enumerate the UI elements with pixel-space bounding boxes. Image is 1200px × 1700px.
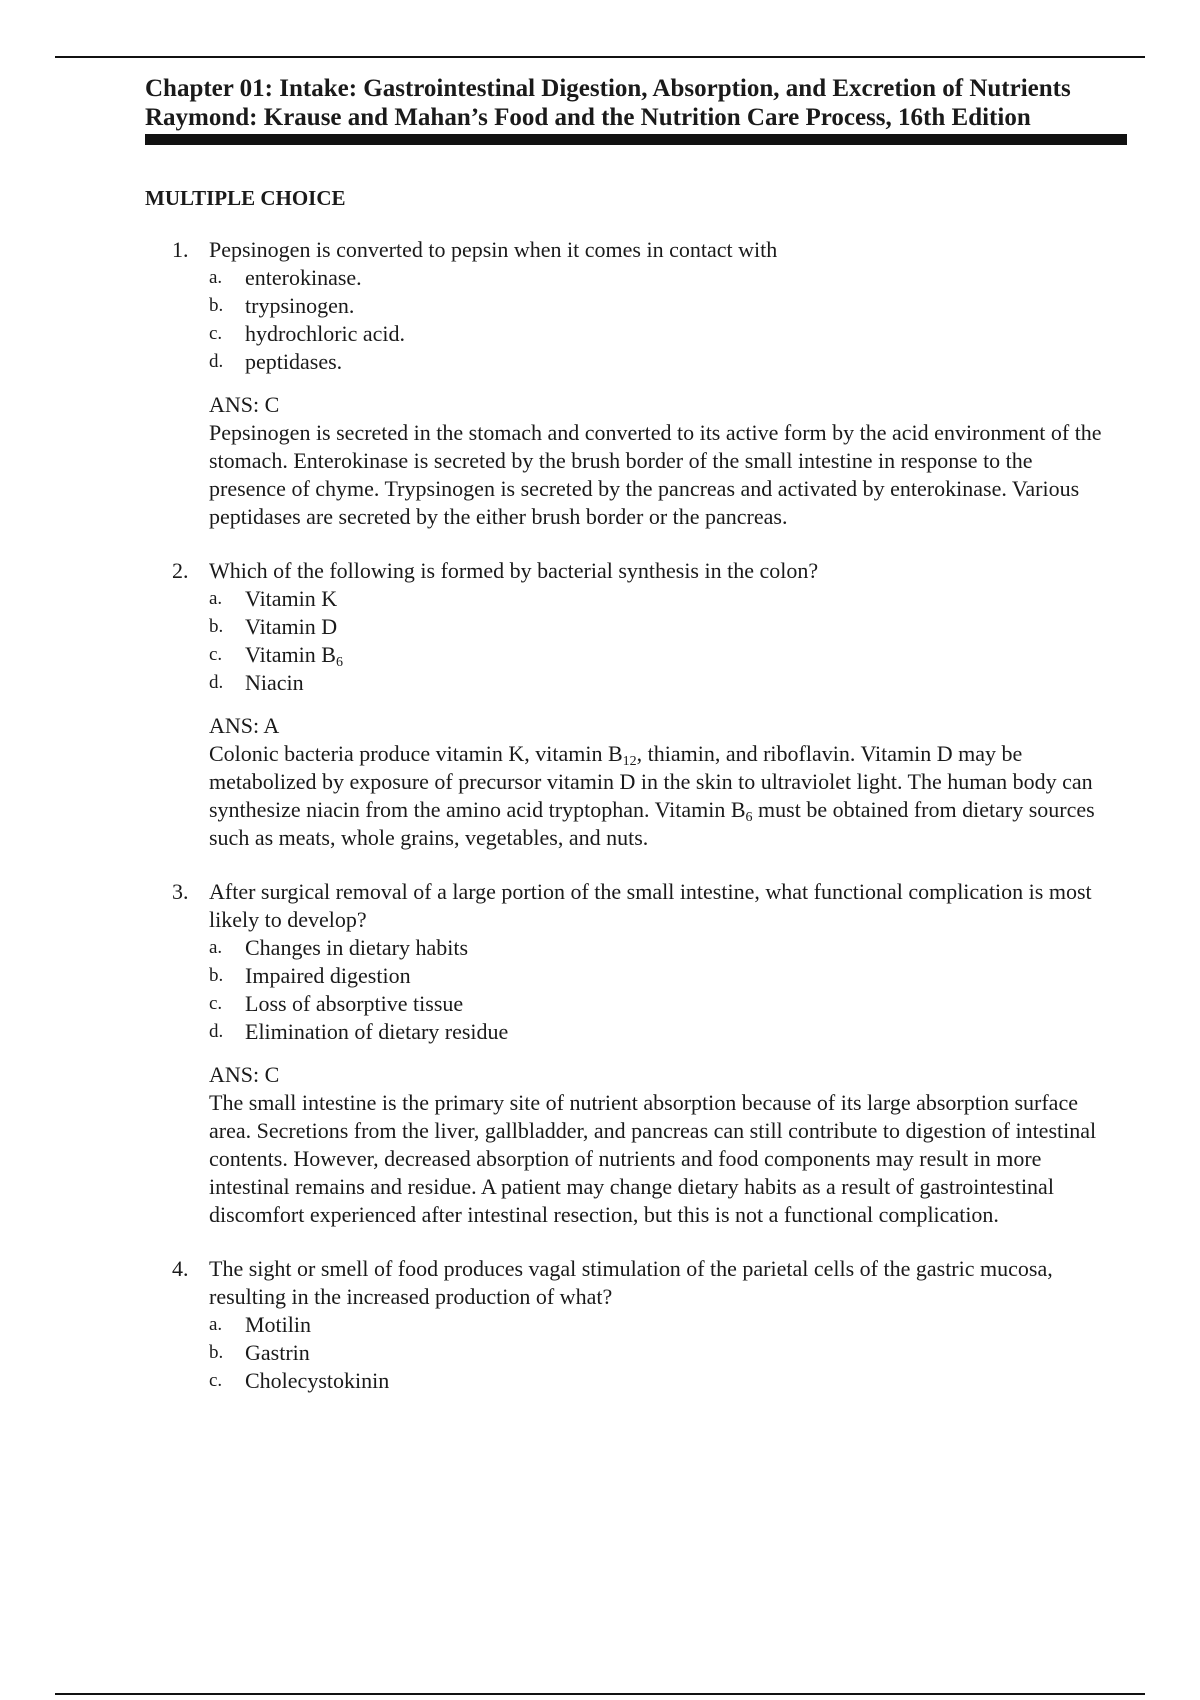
- question-4: [145, 1255, 1105, 1395]
- option-list: [209, 264, 1105, 376]
- option-letter: c.: [209, 644, 223, 665]
- option-letter: a.: [209, 267, 223, 288]
- question-stem: The sight or smell of food produces vagal stimulation of the parietal cells of the gastric mucosa, resulting in the increased production of what?: [209, 1256, 1053, 1309]
- option-text: Gastrin: [245, 1340, 310, 1365]
- option-letter: c.: [209, 323, 223, 344]
- option-a: [209, 585, 1105, 613]
- option-text: peptidases.: [245, 349, 343, 374]
- option-list: [209, 934, 1105, 1046]
- question-1: [145, 236, 1105, 531]
- option-letter: d.: [209, 351, 224, 372]
- option-text: trypsinogen.: [245, 293, 355, 318]
- option-text: enterokinase.: [245, 265, 362, 290]
- option-letter: a.: [209, 1314, 223, 1335]
- option-c: [209, 641, 1105, 669]
- question-number: 1.: [172, 237, 189, 262]
- question-2: [145, 557, 1105, 852]
- option-text: hydrochloric acid.: [245, 321, 406, 346]
- question-stem: Pepsinogen is converted to pepsin when it comes in contact with: [209, 237, 778, 262]
- rationale-text: , thiamin, and riboflavin. Vitamin D may be metabolized by exposure of precursor vitamin D in the skin to ultraviolet light. The human body can synthesize niacin from the amino acid tryptophan. Vitamin B: [209, 741, 1093, 822]
- option-b: [209, 613, 1105, 641]
- option-letter: c.: [209, 1370, 223, 1391]
- question-stem: After surgical removal of a large portion of the small intestine, what functional complication is most likely to develop?: [209, 879, 1092, 932]
- document-header: [145, 74, 1145, 132]
- option-d: [209, 348, 1105, 376]
- option-a: [209, 264, 1105, 292]
- option-text: Impaired digestion: [245, 963, 411, 988]
- answer-rationale: Pepsinogen is secreted in the stomach and converted to its active form by the acid environment of the stomach. Enterokinase is secreted by the brush border of the small intestine in response to the presence of chyme. Trypsinogen is secreted by the pancreas and activated by enterokinase. Various peptidases are secreted by the either brush border or the pancreas.: [209, 420, 1102, 529]
- option-text: Vitamin D: [245, 614, 338, 639]
- option-list: [209, 1311, 1105, 1395]
- option-a: [209, 934, 1105, 962]
- question-number: 2.: [172, 558, 189, 583]
- chapter-title: Chapter 01: Intake: Gastrointestinal Digestion, Absorption, and Excretion of Nutrients: [145, 75, 1071, 102]
- question-3: [145, 878, 1105, 1229]
- answer-rationale: The small intestine is the primary site of nutrient absorption because of its large absorption surface area. Secretions from the liver, gallbladder, and pancreas can still contribute to digestion of intestinal contents. However, decreased absorption of nutrients and food components may result in more intestinal remains and residue. A patient may change dietary habits as a result of gastrointestinal discomfort experienced after intestinal resection, but this is not a functional complication.: [209, 1090, 1097, 1227]
- option-letter: d.: [209, 1021, 224, 1042]
- subscript: 6: [335, 655, 343, 670]
- question-number: 4.: [172, 1256, 189, 1281]
- option-c: [209, 990, 1105, 1018]
- option-letter: b.: [209, 616, 224, 637]
- option-b: [209, 962, 1105, 990]
- section-title: MULTIPLE CHOICE: [145, 186, 346, 210]
- option-letter: b.: [209, 965, 224, 986]
- header-divider: [145, 134, 1127, 145]
- question-stem: Which of the following is formed by bacterial synthesis in the colon?: [209, 558, 819, 583]
- answer-rationale: [209, 740, 1105, 852]
- option-d: [209, 669, 1105, 697]
- option-a: [209, 1311, 1105, 1339]
- subscript: 6: [745, 810, 753, 825]
- option-text: Vitamin B: [245, 642, 336, 667]
- option-c: [209, 320, 1105, 348]
- option-letter: d.: [209, 672, 224, 693]
- top-rule: [55, 56, 1145, 58]
- option-c: [209, 1367, 1105, 1395]
- rationale-text: must be obtained from dietary sources such as meats, whole grains, vegetables, and nuts.: [209, 797, 1095, 850]
- option-letter: b.: [209, 295, 224, 316]
- option-list: [209, 585, 1105, 697]
- answer-key: ANS: C: [209, 1062, 280, 1087]
- option-d: [209, 1018, 1105, 1046]
- rationale-text: Colonic bacteria produce vitamin K, vitamin B: [209, 741, 623, 766]
- option-b: [209, 1339, 1105, 1367]
- book-title: Raymond: Krause and Mahan’s Food and the Nutrition Care Process, 16th Edition: [145, 104, 1031, 131]
- option-text: Loss of absorptive tissue: [245, 991, 464, 1016]
- option-letter: a.: [209, 937, 223, 958]
- option-text: Cholecystokinin: [245, 1368, 390, 1393]
- option-letter: c.: [209, 993, 223, 1014]
- question-number: 3.: [172, 879, 189, 904]
- bottom-rule: [55, 1693, 1145, 1695]
- option-text: Changes in dietary habits: [245, 935, 469, 960]
- option-letter: b.: [209, 1342, 224, 1363]
- option-text: Vitamin K: [245, 586, 338, 611]
- option-letter: a.: [209, 588, 223, 609]
- subscript: 12: [622, 754, 637, 769]
- option-text: Niacin: [245, 670, 304, 695]
- option-text: Elimination of dietary residue: [245, 1019, 509, 1044]
- option-text: Motilin: [245, 1312, 312, 1337]
- answer-key: ANS: A: [209, 713, 280, 738]
- question-list: [145, 236, 1105, 1421]
- option-b: [209, 292, 1105, 320]
- answer-key: ANS: C: [209, 392, 280, 417]
